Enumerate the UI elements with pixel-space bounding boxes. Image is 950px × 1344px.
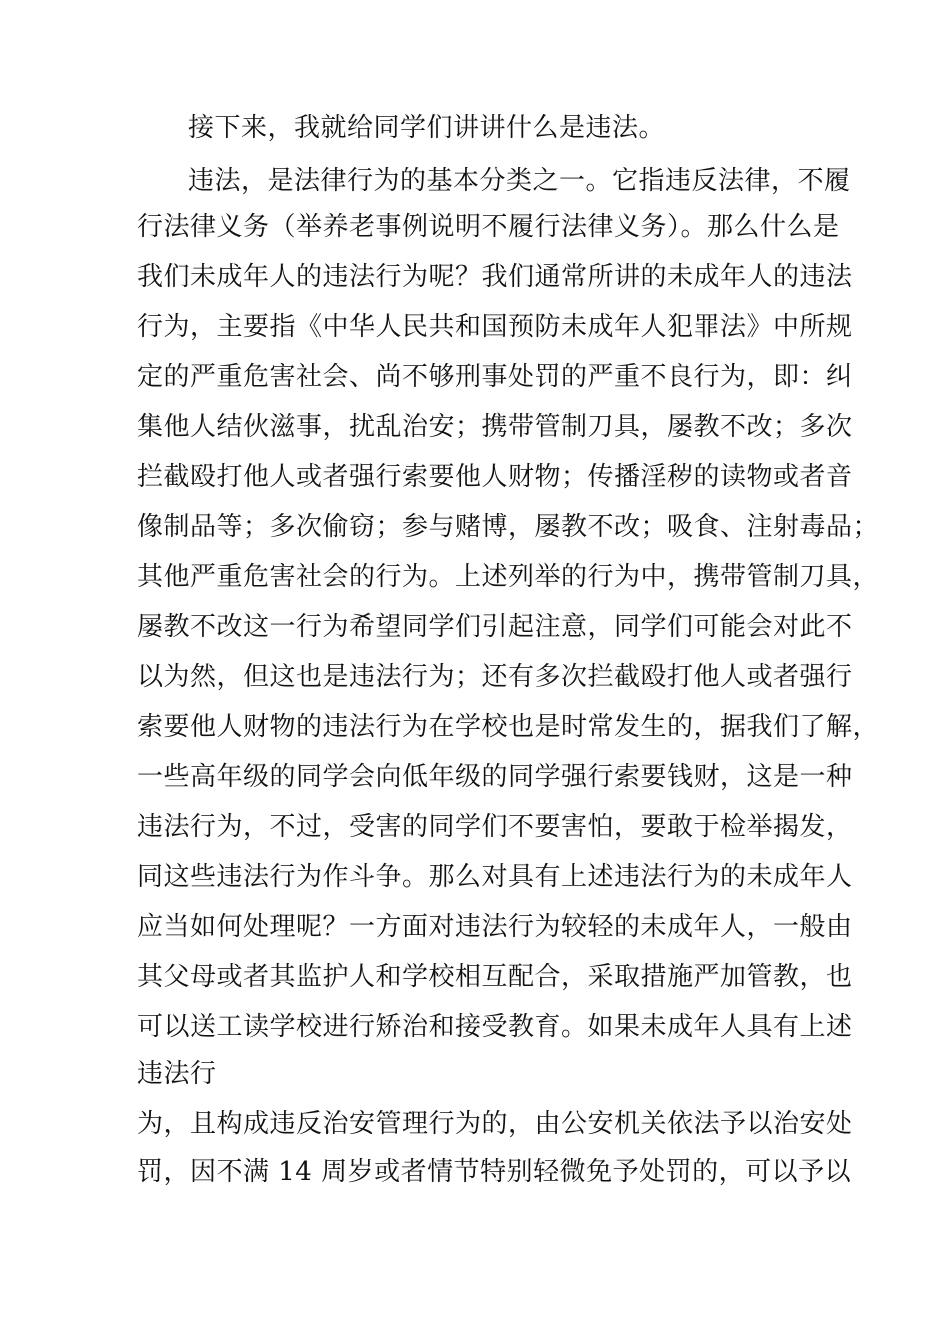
paragraph-line: 我们未成年人的违法行为呢？我们通常所讲的未成年人的违法 [137,262,853,292]
paragraph-line: 可以送工读学校进行矫治和接受教育。如果未成年人具有上述 [137,1012,853,1042]
paragraph-line: 行为，主要指《中华人民共和国预防未成年人犯罪法》中所规 [137,312,853,342]
paragraph-line: 应当如何处理呢？一方面对违法行为较轻的未成年人，一般由 [137,912,853,942]
paragraph-line: 违法行 [137,1059,217,1089]
paragraph-line: 行法律义务（举养老事例说明不履行法律义务）。那么什么是 [137,212,840,242]
paragraph-line: 违法行为，不过，受害的同学们不要害怕，要敢于检举揭发， [137,812,853,842]
paragraph-line: 罚，因不满 14 周岁或者情节特别轻微免予处罚的，可以予以 [137,1157,852,1187]
paragraph-line: 屡教不改这一行为希望同学们引起注意，同学们可能会对此不 [137,612,853,642]
paragraph-line: 为，且构成违反治安管理行为的，由公安机关依法予以治安处 [137,1109,853,1139]
paragraph-line: 拦截殴打他人或者强行索要他人财物；传播淫秽的读物或者音 [137,462,853,492]
paragraph-line: 接下来，我就给同学们讲讲什么是违法。 [188,113,666,143]
paragraph-line: 其他严重危害社会的行为。上述列举的行为中，携带管制刀具， [137,562,880,592]
paragraph-line: 索要他人财物的违法行为在学校也是时常发生的，据我们了解， [137,712,880,742]
paragraph-line: 其父母或者其监护人和学校相互配合，采取措施严加管教，也 [137,962,853,992]
paragraph-line: 像制品等；多次偷窃；参与赌博，屡教不改；吸食、注射毒品； [137,512,880,542]
paragraph-line: 一些高年级的同学会向低年级的同学强行索要钱财，这是一种 [137,762,853,792]
paragraph-line: 以为然，但这也是违法行为；还有多次拦截殴打他人或者强行 [137,662,853,692]
paragraph-line: 集他人结伙滋事，扰乱治安；携带管制刀具，屡教不改；多次 [137,412,853,442]
paragraph-line: 违法，是法律行为的基本分类之一。它指违反法律，不履 [188,166,851,196]
paragraph-line: 同这些违法行为作斗争。那么对具有上述违法行为的未成年人 [137,862,853,892]
paragraph-line: 定的严重危害社会、尚不够刑事处罚的严重不良行为，即：纠 [137,362,853,392]
